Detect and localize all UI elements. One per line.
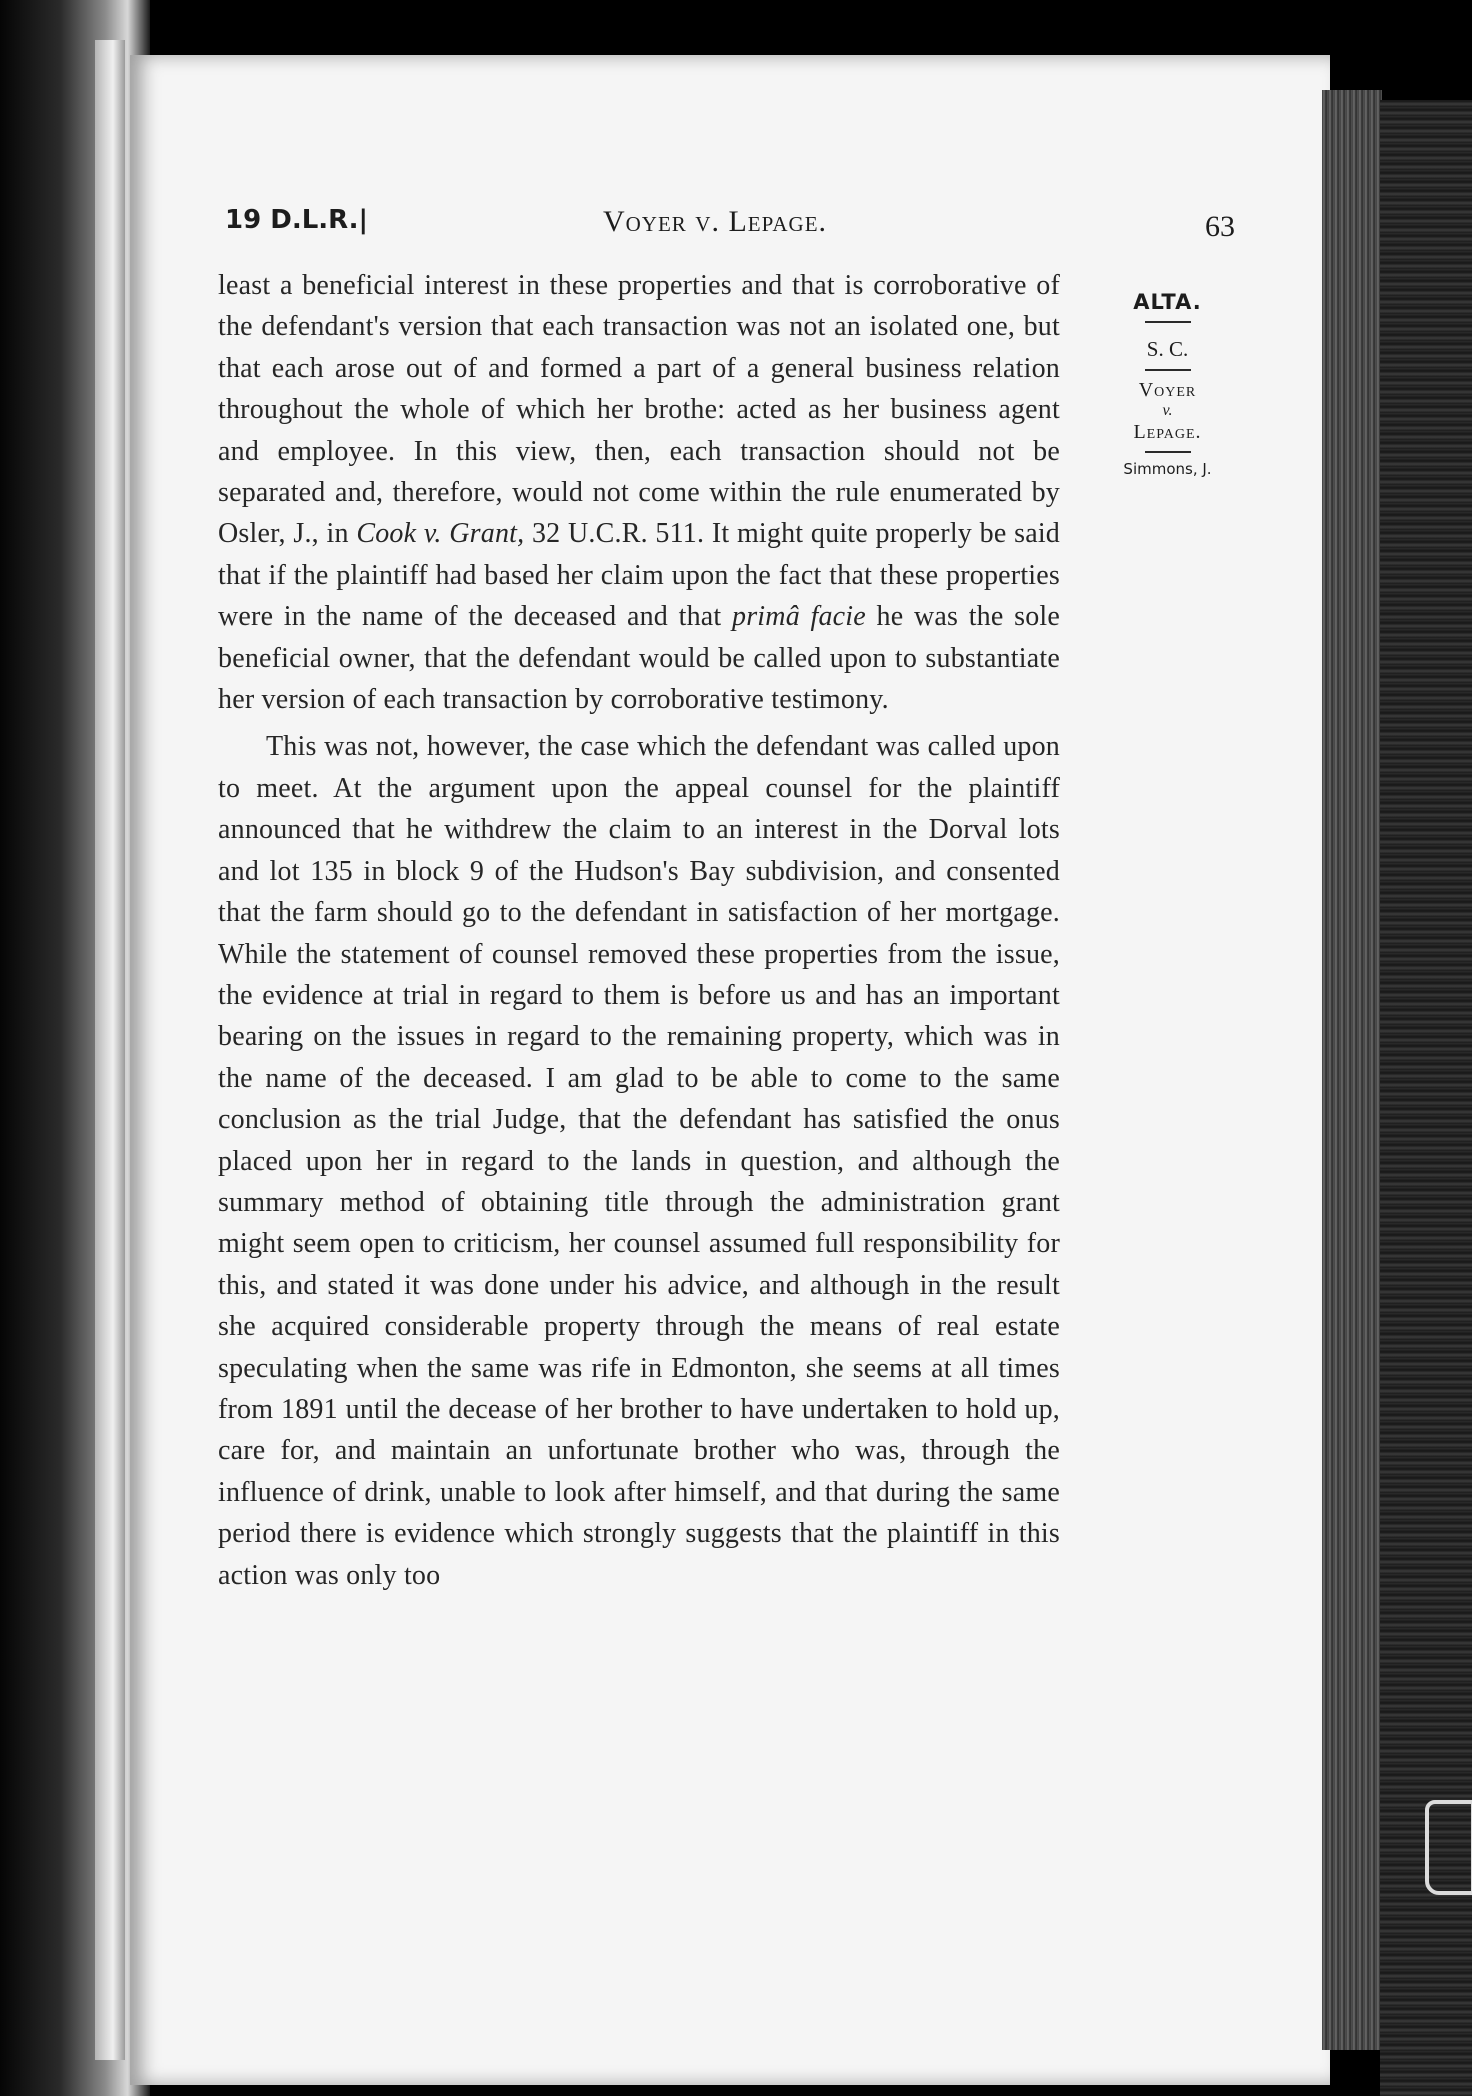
book-clasp <box>1425 1800 1472 1895</box>
margin-province: ALTA. <box>1133 290 1202 314</box>
margin-rule <box>1145 369 1191 371</box>
page-header <box>225 205 1235 255</box>
paragraph-2: This was not, however, the case which the defendant was called upon to meet. At the argument upon the appeal counsel for the plaintiff announced that he withdrew the claim to an interest in the Dorval lots and lot 135 in block 9 of the Hudson's Bay subdivision, and consented that the farm should go to the defendant in satisfaction of her mortgage. While the statement of counsel removed these properties from the issue, the evidence at trial in regard to them is before us and has an important bearing on the issues in regard to the remaining property, which was in the name of the deceased. I am glad to be able to come to the same conclusion as the trial Judge, that the defendant has satisfied the onus placed upon her in regard to the lands in question, and although the summary method of obtaining title through the administration grant might seem open to criticism, her counsel assumed full responsibility for this, and stated it was done under his advice, and although in the result she acquired considerable property through the means of real estate speculating when the same was rife in Edmonton, she seems at all times from 1891 until the decease of her brother to have undertaken to hold up, care for, and maintain an unfortunate brother who was, through the influence of drink, unable to look after himself, and that during the same period there is evidence which strongly suggests that the plaintiff in this action was only too <box>218 731 1060 1591</box>
margin-note <box>1100 290 1235 478</box>
margin-versus: v. <box>1162 402 1173 419</box>
margin-rule <box>1145 451 1191 453</box>
left-page-edge <box>95 40 125 2060</box>
case-citation: Cook v. Grant, <box>356 518 525 550</box>
volume-reference: 19 D.L.R.| <box>225 205 369 235</box>
book-cover-right <box>1380 100 1472 2096</box>
paragraph-1-part-c: he was the sole beneficial owner, that the defendant would be called upon to substantiate her version of each transaction by corroborative testimony. <box>218 601 1061 716</box>
body-text <box>218 265 1060 1596</box>
latin-phrase: primâ facie <box>732 601 866 633</box>
paragraph-1 <box>218 265 1060 720</box>
paragraph-1-part-a: least a beneficial interest in these properties and that is corroborative of the defendant's version that each transaction was not an isolated one, but that each arose out of and formed a part of a general business relation throughout the whole of which her brothe: acted as her business agent and employee. In this view, then, each transaction should not be separated and, therefore, would not come within the rule enumerated by Osler, J., in <box>218 270 1060 550</box>
margin-rule <box>1145 321 1191 323</box>
running-title: Voyer v. Lepage. <box>602 205 828 238</box>
margin-judge: Simmons, J. <box>1123 460 1212 478</box>
margin-plaintiff: Voyer <box>1138 379 1197 401</box>
margin-court: S. C. <box>1146 337 1189 361</box>
paragraph-1-part-b: 32 U.C.R. 511. It might quite properly be said that if the plaintiff had based her claim upon the fact that these properties were in the name of the deceased and that <box>218 518 1060 633</box>
book-spine-left <box>0 0 150 2096</box>
page-stack-edge <box>1322 90 1382 2050</box>
page-number: 63 <box>1205 210 1235 243</box>
margin-defendant: Lepage. <box>1133 421 1202 443</box>
